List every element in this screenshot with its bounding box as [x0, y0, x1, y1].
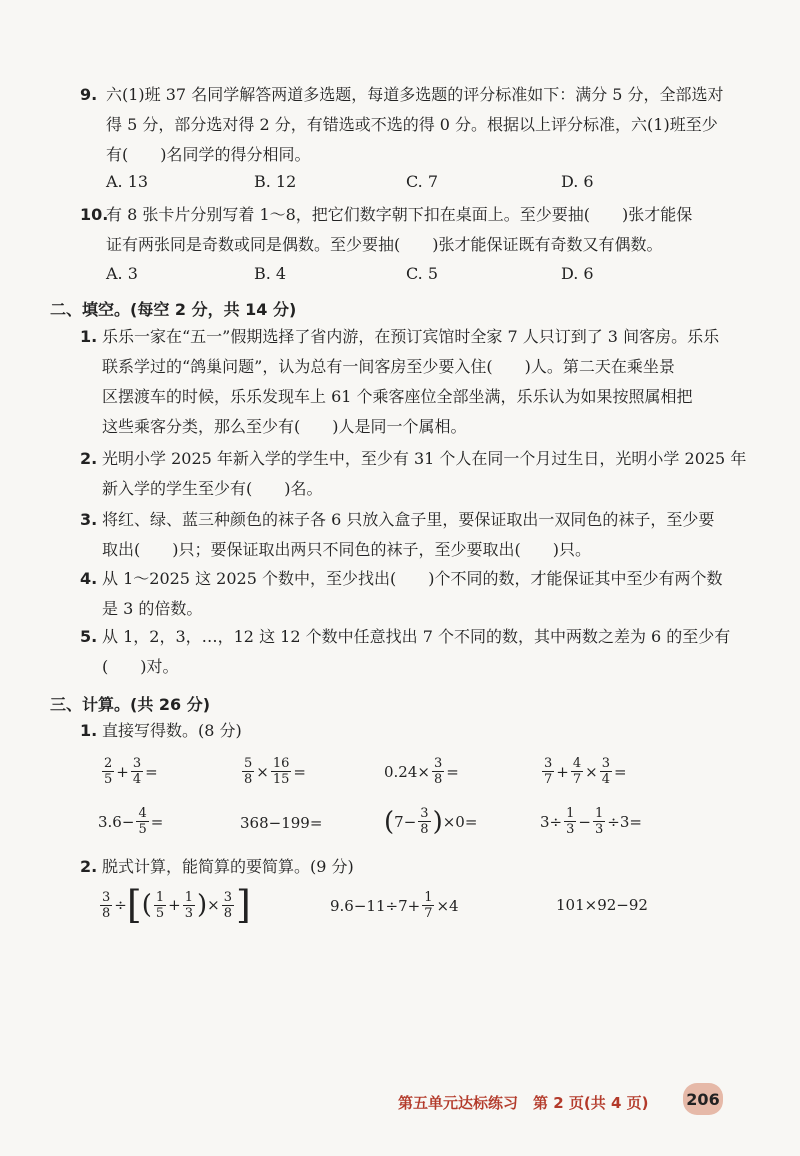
fraction: $\frac{4}{7}$: [572, 756, 582, 787]
fraction: $\frac{3}{7}$: [544, 756, 553, 787]
option-c[interactable]: C. 5: [406, 264, 439, 283]
fill-question-2: [80, 444, 746, 504]
question-9-options: [106, 172, 706, 196]
option-d[interactable]: D. 6: [561, 264, 594, 283]
expression-8: 3 ÷ $\frac{1}{3}$ − $\frac{1}{3}$ ÷3=: [540, 806, 642, 837]
step-expression-2: 9.6−11÷7+ $\frac{1}{7}$ ×4: [330, 890, 459, 921]
question-number: 10.: [80, 205, 109, 224]
expression-2: $\frac{5}{8}$ × $\frac{16}{15}$ =: [244, 756, 306, 787]
fraction: $\frac{3}{8}$: [420, 806, 429, 837]
option-a[interactable]: A. 3: [106, 264, 138, 283]
fraction: $\frac{16}{15}$: [272, 756, 290, 787]
question-text-line: 将红、绿、蓝三种颜色的袜子各 6 只放入盒子里，要保证取出一双同色的袜子，至少要: [102, 510, 715, 529]
fraction: $\frac{1}{7}$: [424, 890, 433, 921]
question-text-line: 取出( )只；要保证取出两只不同色的袜子，至少要取出( )只。: [102, 540, 591, 559]
footer-title: 第五单元达标练习 第 2 页(共 4 页): [398, 1094, 649, 1112]
question-text-line: 这些乘客分类，那么至少有( )人是同一个属相。: [102, 417, 467, 436]
section-2-title: 二、填空。(每空 2 分，共 14 分): [50, 300, 297, 319]
expression-3: 0.24 × $\frac{3}{8}$ =: [384, 756, 459, 787]
fraction: $\frac{5}{8}$: [244, 756, 253, 787]
question-text-line: 是 3 的倍数。: [102, 599, 203, 618]
option-c[interactable]: C. 7: [406, 172, 439, 191]
section-3-title: 三、计算。(共 26 分): [50, 695, 211, 714]
expression-7: ( 7 − $\frac{3}{8}$ ) ×0=: [384, 806, 478, 837]
page-number: 206: [683, 1083, 723, 1115]
question-9: [80, 80, 724, 170]
option-b[interactable]: B. 4: [254, 264, 287, 283]
question-label: 直接写得数。(8 分): [102, 721, 242, 740]
step-expression-3: 101×92−92: [556, 896, 648, 914]
option-b[interactable]: B. 12: [254, 172, 297, 191]
question-number: 2.: [80, 857, 98, 876]
fraction: $\frac{1}{3}$: [594, 806, 604, 837]
fraction: $\frac{3}{4}$: [601, 756, 610, 787]
question-number: 2.: [80, 449, 98, 468]
question-text-line: 光明小学 2025 年新入学的学生中，至少有 31 个人在同一个月过生日，光明小学 2025 年: [102, 449, 747, 468]
question-number: 4.: [80, 569, 98, 588]
fraction: $\frac{1}{5}$: [155, 889, 165, 921]
fraction: $\frac{3}{8}$: [102, 889, 111, 921]
fraction: $\frac{4}{5}$: [138, 806, 147, 837]
question-number: 1.: [80, 327, 98, 346]
fill-question-1: [80, 322, 719, 442]
fill-question-3: [80, 505, 714, 565]
question-label: 脱式计算，能简算的要简算。(9 分): [102, 857, 354, 876]
expression-6: 368−199=: [240, 814, 323, 832]
question-10-options: [106, 264, 706, 288]
question-number: 1.: [80, 721, 98, 740]
question-text-line: 乐乐一家在“五一”假期选择了省内游，在预订宾馆时全家 7 人只订到了 3 间客房。乐乐: [102, 327, 720, 346]
question-text-line: 从 1～2025 这 2025 个数中，至少找出( )个不同的数，才能保证其中至少有两个数: [102, 569, 723, 588]
calc-question-2: [80, 852, 354, 882]
question-text-line: 六(1)班 37 名同学解答两道多选题，每道多选题的评分标准如下：满分 5 分，全部选对: [106, 85, 724, 104]
expression-5: 3.6 − $\frac{4}{5}$ =: [98, 806, 164, 837]
fill-question-4: [80, 564, 722, 624]
calc-question-1: [80, 716, 242, 746]
question-10: [80, 200, 692, 260]
fraction: $\frac{3}{8}$: [433, 756, 443, 787]
question-text-line: 得 5 分，部分选对得 2 分，有错选或不选的得 0 分。根据以上评分标准，六(1)班至少: [106, 115, 718, 134]
expression-4: $\frac{3}{7}$ + $\frac{4}{7}$ × $\frac{3}{4}$ =: [544, 756, 627, 787]
fraction: $\frac{1}{3}$: [184, 889, 193, 921]
question-text-line: 证有两张同是奇数或同是偶数。至少要抽( )张才能保证既有奇数又有偶数。: [106, 235, 663, 254]
question-text-line: 联系学过的“鸽巢问题”，认为总有一间客房至少要入住( )人。第二天在乘坐景: [102, 357, 675, 376]
option-d[interactable]: D. 6: [561, 172, 594, 191]
fill-question-5: [80, 622, 730, 682]
fraction: $\frac{3}{8}$: [223, 889, 232, 921]
question-text-line: 从 1，2，3，…，12 这 12 个数中任意找出 7 个不同的数，其中两数之差为 6 的至少有: [102, 627, 731, 646]
step-expression-1: $\frac{3}{8}$ ÷ [ ( $\frac{1}{5}$ + $\frac{1}{3}$ ) × $\frac{3}{8}$ ]: [102, 883, 251, 927]
question-number: 5.: [80, 627, 98, 646]
fraction: $\frac{2}{5}$: [104, 756, 113, 787]
question-number: 3.: [80, 510, 98, 529]
expression-1: $\frac{2}{5}$ + $\frac{3}{4}$ =: [104, 756, 158, 787]
question-text-line: 有( )名同学的得分相同。: [106, 145, 311, 164]
fraction: $\frac{3}{4}$: [132, 756, 142, 787]
option-a[interactable]: A. 13: [106, 172, 149, 191]
question-text-line: ( )对。: [102, 657, 179, 676]
fraction: $\frac{1}{3}$: [566, 806, 575, 837]
question-text-line: 有 8 张卡片分别写着 1～8，把它们数字朝下扣在桌面上。至少要抽( )张才能保: [106, 205, 693, 224]
question-text-line: 新入学的学生至少有( )名。: [102, 479, 323, 498]
question-text-line: 区摆渡车的时候，乐乐发现车上 61 个乘客座位全部坐满，乐乐认为如果按照属相把: [102, 387, 693, 406]
question-number: 9.: [80, 85, 98, 104]
